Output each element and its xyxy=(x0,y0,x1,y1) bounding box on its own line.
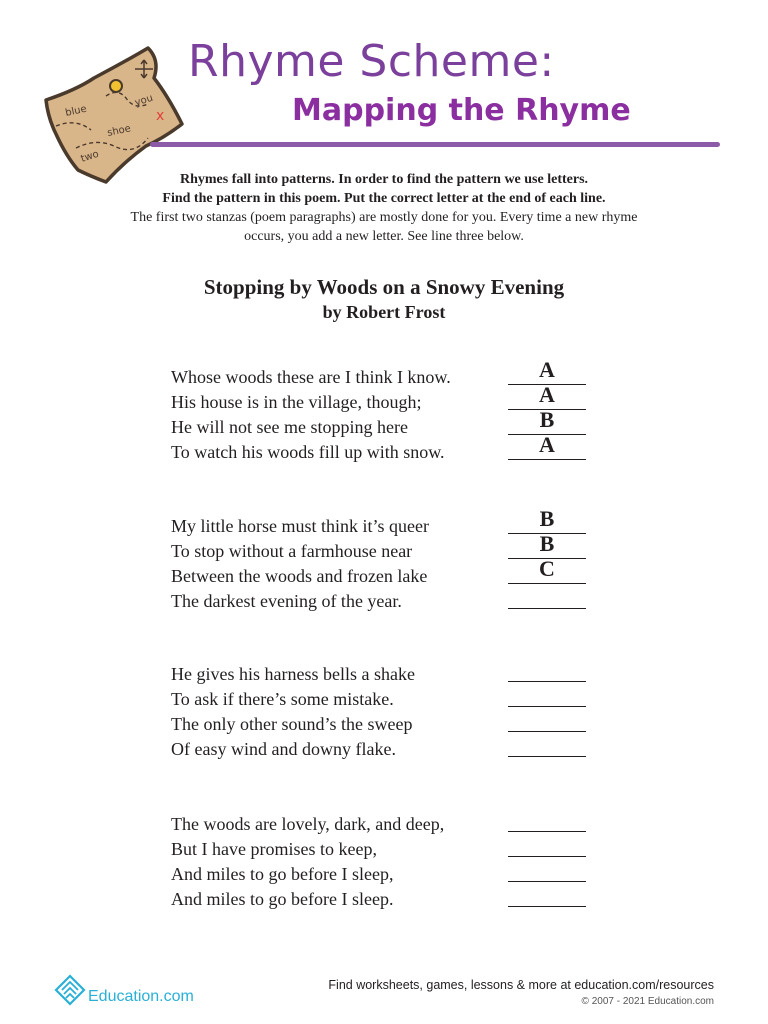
poem-line xyxy=(171,662,591,687)
poem-line xyxy=(171,837,591,862)
instruction-line: Rhymes fall into patterns. In order to find the pattern we use letters. xyxy=(179,172,589,187)
map-word: two xyxy=(79,148,101,165)
line-text: The woods are lovely, dark, and deep, xyxy=(171,814,445,834)
instruction-line: occurs, you add a new letter. See line three below. xyxy=(244,229,524,244)
poem-line xyxy=(171,812,591,837)
poem-line xyxy=(171,887,591,912)
education-logo-icon[interactable] xyxy=(52,972,92,1008)
answer-blank[interactable] xyxy=(508,756,586,757)
map-word: blue xyxy=(64,103,88,119)
page-title: Rhyme Scheme: xyxy=(188,36,555,87)
poem-line xyxy=(171,432,591,465)
treasure-map-illustration xyxy=(36,38,196,188)
answer-blank[interactable] xyxy=(508,731,586,732)
rhyme-letter: A xyxy=(539,432,555,457)
poem-line xyxy=(171,589,591,614)
map-word: you xyxy=(133,92,155,109)
page-subtitle: Mapping the Rhyme xyxy=(292,93,631,128)
line-text: To stop without a farmhouse near xyxy=(171,541,413,561)
answer-blank[interactable] xyxy=(508,831,586,832)
poem-author: by Robert Frost xyxy=(322,302,446,322)
line-text: He gives his harness bells a shake xyxy=(171,664,415,684)
poem-line xyxy=(171,862,591,887)
stanza-1 xyxy=(171,357,591,465)
answer-blank[interactable] xyxy=(508,583,586,584)
line-text: My little horse must think it’s queer xyxy=(171,516,429,536)
map-word: shoe xyxy=(106,123,132,139)
map-x-mark: x xyxy=(156,108,165,124)
line-text: His house is in the village, though; xyxy=(171,392,422,412)
answer-blank[interactable] xyxy=(508,881,586,882)
rhyme-letter: C xyxy=(539,556,555,581)
line-text: He will not see me stopping here xyxy=(171,417,408,437)
rhyme-letter: B xyxy=(539,506,555,531)
rhyme-letter: A xyxy=(539,382,555,407)
answer-blank[interactable] xyxy=(508,906,586,907)
answer-blank[interactable] xyxy=(508,856,586,857)
line-text: But I have promises to keep, xyxy=(171,839,377,859)
poem-line xyxy=(171,737,591,762)
education-logo-text[interactable]: Education.com xyxy=(88,988,194,1005)
rhyme-letter: B xyxy=(539,407,555,432)
stanza-3 xyxy=(171,662,591,762)
line-text: And miles to go before I sleep, xyxy=(171,864,394,884)
answer-blank[interactable] xyxy=(508,706,586,707)
stanza-2 xyxy=(171,506,591,614)
instruction-line: Find the pattern in this poem. Put the correct letter at the end of each line. xyxy=(162,191,606,206)
line-text: The darkest evening of the year. xyxy=(171,591,402,611)
line-text: Between the woods and frozen lake xyxy=(171,566,428,586)
rhyme-letter: B xyxy=(539,531,555,556)
poem-line xyxy=(171,712,591,737)
instruction-line: The first two stanzas (poem paragraphs) are mostly done for you. Every time a new rhyme xyxy=(130,210,638,225)
rhyme-letter: A xyxy=(539,357,555,382)
line-text: To ask if there’s some mistake. xyxy=(171,689,394,709)
poem-title: Stopping by Woods on a Snowy Evening xyxy=(203,275,565,299)
poem-line xyxy=(171,687,591,712)
stanza-4 xyxy=(171,812,591,912)
line-text: To watch his woods fill up with snow. xyxy=(171,442,445,462)
line-text: The only other sound’s the sweep xyxy=(171,714,413,734)
answer-blank[interactable] xyxy=(508,681,586,682)
line-text: Whose woods these are I think I know. xyxy=(171,367,451,387)
map-pin-icon xyxy=(110,80,122,92)
answer-blank[interactable] xyxy=(508,608,586,609)
footer-resources-link[interactable]: Find worksheets, games, lessons & more at education.com/resources xyxy=(328,978,714,992)
line-text: And miles to go before I sleep. xyxy=(171,889,394,909)
footer-copyright: © 2007 - 2021 Education.com xyxy=(581,996,714,1007)
instructions xyxy=(110,170,658,246)
poem-line xyxy=(171,556,591,589)
answer-blank[interactable] xyxy=(508,459,586,460)
title-divider xyxy=(150,142,720,147)
line-text: Of easy wind and downy flake. xyxy=(171,739,396,759)
